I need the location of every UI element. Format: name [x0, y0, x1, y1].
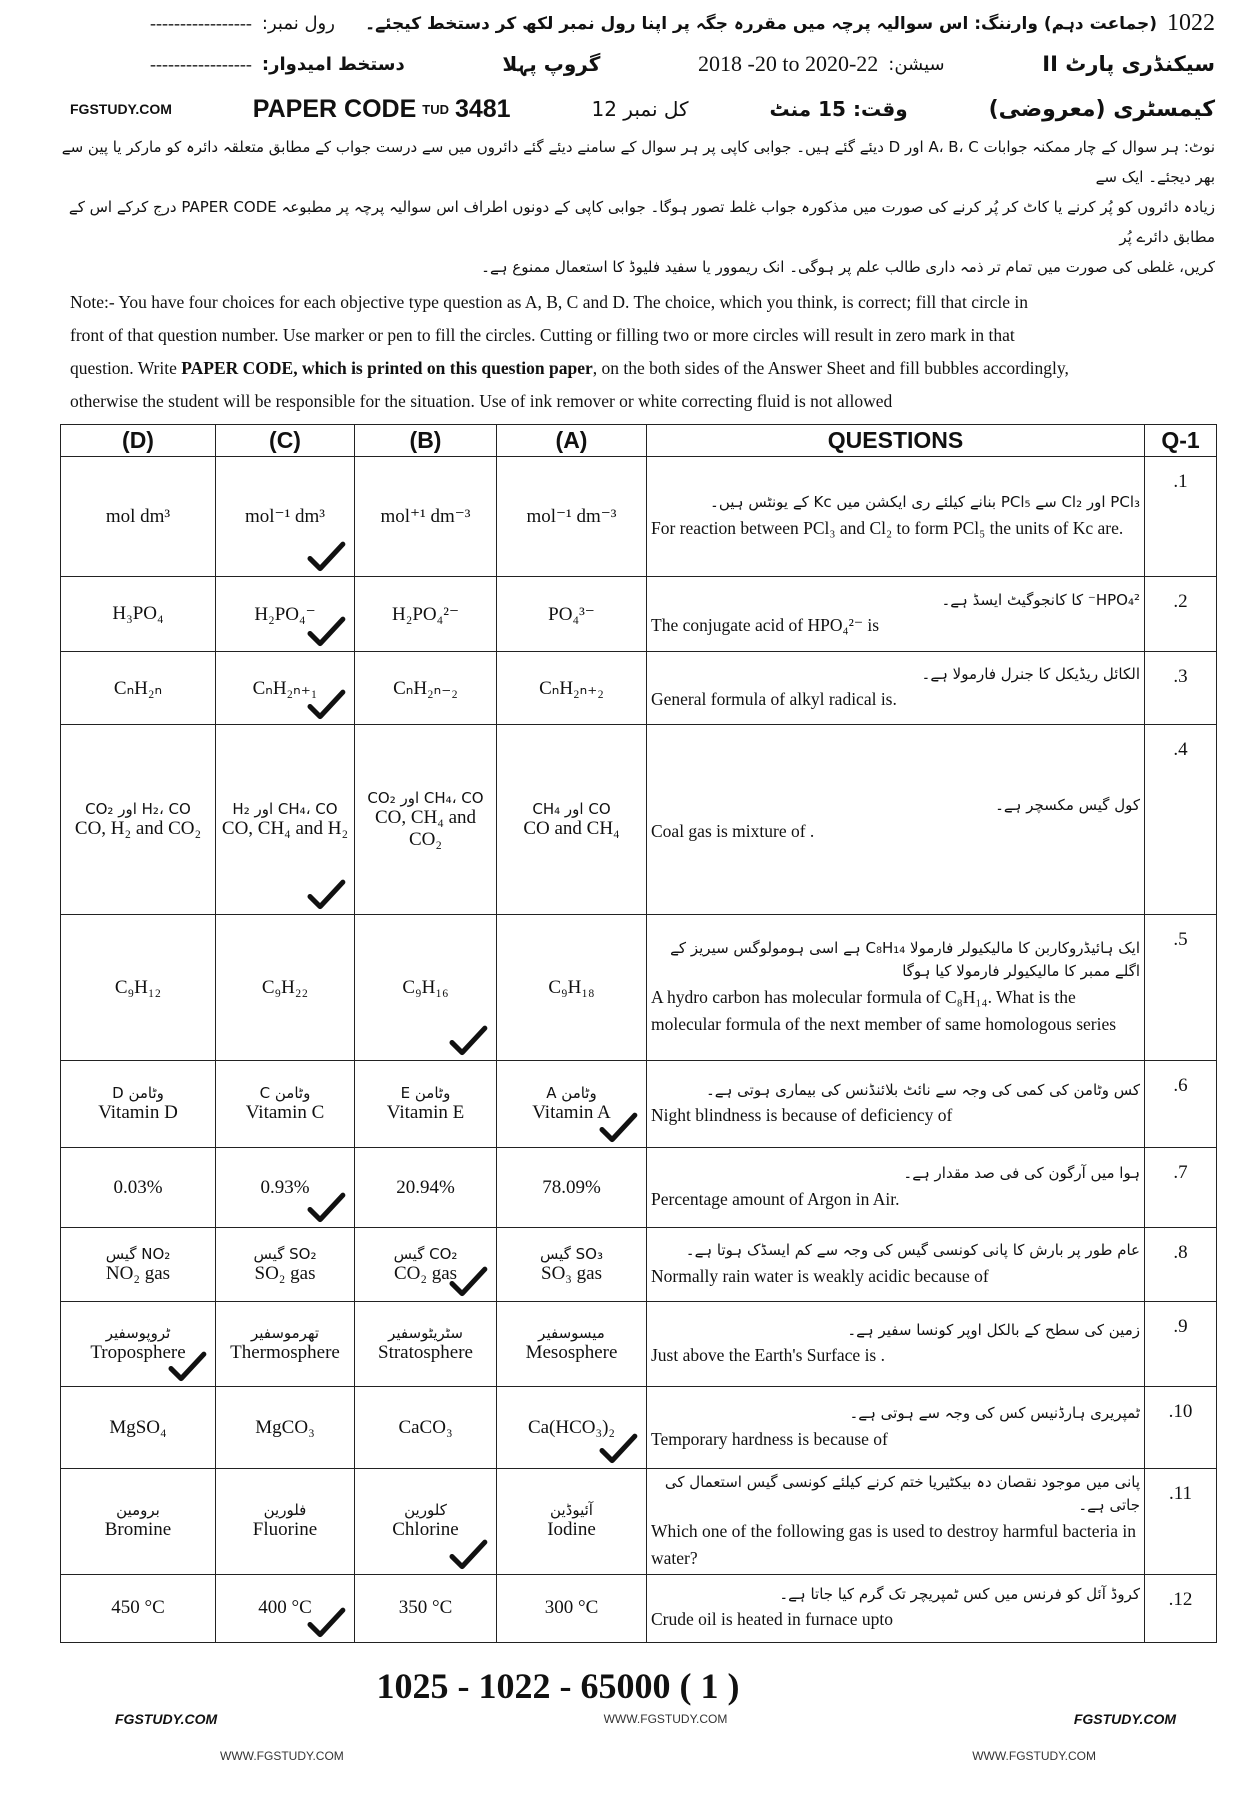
header-option-c: (C)	[216, 425, 355, 457]
watermark: FGSTUDY.COM	[115, 1710, 218, 1727]
urdu-note-line-1: نوٹ: ہر سوال کے چار ممکنہ جوابات A، B، C اور D دیئے گئے ہیں۔ جوابی کاپی پر ہر سوال کے سامنے دیئے گئے دائروں میں سے درست جواب کے مطابق متعلقہ دائرہ کو مارکر یا پین سے بھر دیجئے۔ ایک سے	[61, 138, 1215, 186]
header-row-2	[60, 42, 1215, 86]
question-english: General formula of alkyl radical is.	[651, 689, 897, 710]
option-c-text: Thermosphere	[230, 1342, 340, 1363]
checkmark-icon	[306, 1606, 346, 1638]
option-b-cell[interactable]	[355, 1387, 497, 1469]
english-note-line-3	[70, 352, 1215, 385]
question-row	[61, 1148, 1217, 1228]
question-text-cell	[647, 1228, 1145, 1302]
question-english: Temporary hardness is because of	[651, 1428, 888, 1449]
question-urdu: زمین کی سطح کے بالکل اوپر کونسا سفیر ہے۔	[847, 1320, 1140, 1339]
option-d-text: C₉H₁₂	[114, 976, 162, 998]
option-d-urdu: ٹروپوسفیر	[105, 1324, 171, 1342]
option-c-cell[interactable]	[216, 457, 355, 577]
header-option-b: (B)	[355, 425, 497, 457]
option-a-text: Mesosphere	[525, 1342, 618, 1363]
paper-code-prefix: TUD	[422, 101, 449, 117]
checkmark-icon	[306, 688, 346, 720]
option-d-cell[interactable]	[61, 1148, 216, 1228]
watermark: FGSTUDY.COM	[1073, 1710, 1176, 1727]
option-d-cell[interactable]	[61, 457, 216, 577]
class-code: 1022	[1167, 9, 1215, 36]
option-d-cell[interactable]	[61, 1574, 216, 1642]
option-d-text: Vitamin D	[98, 1102, 178, 1123]
option-c-urdu: فلورین	[263, 1501, 307, 1520]
option-c-text: SO₂ gas	[254, 1262, 316, 1284]
option-d-cell[interactable]	[61, 577, 216, 652]
option-a-text: C₉H₁₈	[548, 976, 595, 998]
checkmark-icon	[306, 1191, 346, 1223]
option-a-urdu: آئیوڈین	[550, 1501, 593, 1520]
website-link: WWW.FGSTUDY.COM	[972, 1748, 1096, 1763]
option-b-cell[interactable]	[355, 1469, 497, 1575]
option-a-cell[interactable]	[497, 1469, 647, 1575]
option-d-urdu: وٹامن D	[112, 1084, 164, 1102]
option-b-text: Stratosphere	[378, 1342, 473, 1363]
option-d-text: Troposphere	[90, 1342, 186, 1363]
option-b-urdu: وٹامن E	[400, 1084, 451, 1102]
question-urdu: PCl₃ اور Cl₂ سے PCl₅ بنانے کیلئے ری ایکشن میں Kc کے یونٹس ہیں۔	[710, 493, 1140, 512]
option-d-cell[interactable]	[61, 1061, 216, 1148]
option-a-cell[interactable]	[497, 1302, 647, 1387]
option-c-text: 400 °C	[258, 1597, 312, 1619]
option-c-text: CO, CH₄ and H₂	[221, 817, 349, 839]
option-a-text: CO and CH₄	[523, 817, 620, 839]
urdu-note-line-2: زیادہ دائروں کو پُر کرنے یا کاٹ کر پُر کرنے کی صورت میں مذکورہ جواب غلط تصور ہوگا۔ جوابی کاپی کے دونوں اطراف اس سوالیہ پرچہ پر مطبوعہ PAPER CODE درج کرکے اس کے مطابق دائرے پُر	[68, 198, 1215, 246]
option-a-cell[interactable]	[497, 1148, 647, 1228]
question-english: The conjugate acid of HPO₄²⁻ is	[651, 615, 880, 636]
footer-website-row	[60, 1749, 1216, 1763]
option-c-text: C₉H₂₂	[261, 976, 309, 998]
option-b-text: Chlorine	[392, 1519, 459, 1541]
option-d-text: Bromine	[104, 1519, 172, 1541]
option-c-text: Fluorine	[252, 1519, 318, 1541]
option-b-cell[interactable]	[355, 457, 497, 577]
signature-blank: -----------------	[150, 53, 252, 74]
option-c-text: mol⁻¹ dm³	[244, 506, 325, 527]
option-a-text: CₙH₂ₙ₊₂	[539, 677, 604, 699]
question-text-cell	[647, 725, 1145, 915]
option-d-text: H₃PO₄	[112, 603, 164, 624]
option-d-text: 0.03%	[113, 1176, 163, 1198]
question-number: .12	[1145, 1574, 1217, 1642]
option-c-cell[interactable]	[216, 1387, 355, 1469]
subject-title: کیمسٹری (معروضی)	[988, 96, 1215, 122]
question-number: .5	[1145, 915, 1217, 1061]
option-d-cell[interactable]	[61, 1302, 216, 1387]
option-b-cell[interactable]	[355, 1148, 497, 1228]
option-c-cell[interactable]	[216, 1228, 355, 1302]
group-label: گروپ پہلا	[502, 52, 601, 76]
checkmark-icon	[448, 1024, 488, 1056]
option-c-cell[interactable]	[216, 1148, 355, 1228]
option-a-cell[interactable]	[497, 915, 647, 1061]
question-urdu: ایک ہائیڈروکاربن کا مالیکیولر فارمولا C₈H₁₄ ہے اسی ہومولوگس سیریز کے اگلے ممبر کا مالیکیولر فارمولا کیا ہوگا	[670, 939, 1140, 981]
header-question-number: Q-1	[1145, 425, 1217, 457]
option-c-cell[interactable]	[216, 1574, 355, 1642]
question-row	[61, 1469, 1217, 1575]
warning-text: (جماعت دہم) وارننگ: اس سوالیہ پرچہ میں مقررہ جگہ پر اپنا رول نمبر لکھ کر دستخط کیجئے۔	[365, 13, 1157, 34]
question-row	[61, 1228, 1217, 1302]
question-urdu: پانی میں موجود نقصان دہ بیکٹیریا ختم کرنے کیلئے کونسی گیس استعمال کی جاتی ہے۔	[664, 1473, 1140, 1515]
session	[698, 51, 945, 77]
option-a-cell[interactable]	[497, 725, 647, 915]
option-a-urdu: وٹامن A	[546, 1084, 597, 1102]
signature-label: دستخط امیدوار:	[261, 53, 405, 75]
question-english: For reaction between PCl₃ and Cl₂ to form PCl₅ the units of Kc are.	[651, 517, 1124, 538]
option-b-text: CO, CH₄ and CO₂	[374, 806, 477, 850]
option-a-text: 300 °C	[544, 1597, 599, 1619]
option-d-cell[interactable]	[61, 652, 216, 725]
option-b-text: 20.94%	[396, 1176, 455, 1198]
english-note-line-2: front of that question number. Use marker or pen to fill the circles. Cutting or filling two or more circles will result in zero mark in that	[70, 325, 1015, 345]
checkmark-icon	[448, 1265, 488, 1297]
option-d-urdu: H₂، CO اور CO₂	[85, 799, 191, 818]
question-text-cell	[647, 1148, 1145, 1228]
option-b-text: CaCO₃	[398, 1416, 453, 1438]
table-header-row	[61, 425, 1217, 457]
question-number: .9	[1145, 1302, 1217, 1387]
question-urdu: ٹمپریری ہارڈنیس کس کی وجہ سے ہوتی ہے۔	[849, 1404, 1140, 1423]
question-row	[61, 1387, 1217, 1469]
header-option-a: (A)	[497, 425, 647, 457]
roll-number-label: رول نمبر:	[261, 12, 335, 34]
option-c-text: CₙH₂ₙ₊₁	[252, 677, 318, 699]
question-text-cell	[647, 1469, 1145, 1575]
header-row-3	[60, 86, 1215, 132]
option-c-cell[interactable]	[216, 652, 355, 725]
question-row	[61, 457, 1217, 577]
question-number: .8	[1145, 1228, 1217, 1302]
option-b-text: Vitamin E	[386, 1102, 465, 1123]
question-english: Percentage amount of Argon in Air.	[651, 1188, 900, 1209]
option-a-text: 78.09%	[542, 1176, 601, 1198]
option-b-urdu: سٹریٹوسفیر	[388, 1324, 463, 1342]
option-c-cell[interactable]	[216, 915, 355, 1061]
option-c-urdu: تھرموسفیر	[250, 1324, 320, 1342]
option-a-cell[interactable]	[497, 457, 647, 577]
website-link: WWW.FGSTUDY.COM	[603, 1711, 728, 1726]
option-d-cell[interactable]	[61, 725, 216, 915]
option-b-text: mol⁺¹ dm⁻³	[380, 506, 471, 527]
option-c-urdu: وٹامن C	[259, 1084, 311, 1102]
option-a-text: SO₃ gas	[541, 1262, 602, 1284]
warning-group	[365, 10, 1215, 37]
paper-code-label: PAPER CODE	[252, 94, 417, 123]
question-urdu: الکائل ریڈیکل کا جنرل فارمولا ہے۔	[921, 664, 1140, 683]
option-a-text: Ca(HCO₃)₂	[527, 1416, 616, 1438]
question-text-cell	[647, 577, 1145, 652]
option-a-text: mol⁻¹ dm⁻³	[526, 506, 617, 527]
question-urdu: کول گیس مکسچر ہے۔	[995, 796, 1140, 815]
total-marks: کل نمبر 12	[591, 97, 689, 121]
option-a-cell[interactable]	[497, 1228, 647, 1302]
question-text-cell	[647, 1061, 1145, 1148]
website-link: WWW.FGSTUDY.COM	[220, 1748, 344, 1763]
option-c-cell[interactable]	[216, 577, 355, 652]
checkmark-icon	[306, 878, 346, 910]
checkmark-icon	[306, 615, 346, 647]
urdu-note-line-3: کریں، غلطی کی صورت میں تمام تر ذمہ داری طالب علم پر ہوگی۔ انک ریموور یا سفید فلیوڈ کا استعمال ممنوع ہے۔	[481, 258, 1215, 276]
option-c-text: 0.93%	[260, 1176, 310, 1198]
question-text-cell	[647, 652, 1145, 725]
signature-field[interactable]	[150, 54, 405, 75]
option-b-cell[interactable]	[355, 652, 497, 725]
question-row	[61, 1302, 1217, 1387]
option-c-cell[interactable]	[216, 1061, 355, 1148]
session-label: سیشن:	[888, 53, 945, 75]
option-a-text: Iodine	[547, 1519, 596, 1541]
footer-code: 1025 - 1022 - 65000 ( 1 )	[376, 1665, 740, 1706]
option-b-urdu: کلورین	[404, 1501, 447, 1520]
question-number: .10	[1145, 1387, 1217, 1469]
question-number: .7	[1145, 1148, 1217, 1228]
option-d-urdu: برومین	[116, 1501, 160, 1520]
english-note-line-4: otherwise the student will be responsible for the situation. Use of ink remover or white correcting fluid is not allowed	[70, 391, 893, 411]
question-english: Which one of the following gas is used to destroy harmful bacteria in water?	[651, 1520, 1137, 1568]
option-c-cell[interactable]	[216, 1302, 355, 1387]
option-b-urdu: CH₄، CO اور CO₂	[367, 788, 484, 807]
question-english: A hydro carbon has molecular formula of C₈H₁₄. What is the molecular formula of the next member of same homologous series	[651, 986, 1117, 1034]
option-b-cell[interactable]	[355, 577, 497, 652]
checkmark-icon	[306, 540, 346, 572]
question-english: Night blindness is because of deficiency of	[651, 1105, 953, 1126]
questions-table	[60, 424, 1217, 1643]
footer	[60, 1643, 1216, 1793]
option-a-cell[interactable]	[497, 652, 647, 725]
option-c-urdu: CH₄، CO اور H₂	[232, 799, 338, 818]
question-number: .6	[1145, 1061, 1217, 1148]
note-text: question. Write	[70, 358, 182, 378]
option-b-cell[interactable]	[355, 1574, 497, 1642]
option-a-text: PO₄³⁻	[548, 603, 595, 625]
footer-watermark-row	[60, 1711, 1216, 1727]
question-row	[61, 577, 1217, 652]
option-b-text: H₂PO₄²⁻	[392, 603, 459, 625]
option-a-cell[interactable]	[497, 1574, 647, 1642]
question-number: .1	[1145, 457, 1217, 577]
question-row	[61, 915, 1217, 1061]
option-c-urdu: SO₂ گیس	[253, 1244, 317, 1263]
question-row	[61, 1574, 1217, 1642]
option-a-urdu: SO₃ گیس	[540, 1244, 603, 1263]
option-a-cell[interactable]	[497, 577, 647, 652]
question-urdu: عام طور پر بارش کا پانی کونسی گیس کی وجہ سے کم ایسڈک ہوتا ہے۔	[685, 1241, 1140, 1260]
option-d-text: mol dm³	[105, 505, 171, 527]
paper-code-value: 3481	[454, 94, 511, 123]
option-d-text: CₙH₂ₙ	[113, 677, 163, 699]
option-d-text: CO, H₂ and CO₂	[74, 817, 202, 839]
option-b-cell[interactable]	[355, 1302, 497, 1387]
option-c-text: MgCO₃	[255, 1416, 315, 1438]
option-b-cell[interactable]	[355, 1228, 497, 1302]
session-value: 2018 -20 to 2020-22	[698, 51, 879, 76]
roll-number-blank: -----------------	[150, 12, 252, 33]
roll-number-field[interactable]	[150, 13, 335, 34]
option-d-text: 450 °C	[111, 1597, 165, 1619]
option-d-text: NO₂ gas	[105, 1262, 171, 1284]
option-a-cell[interactable]	[497, 1387, 647, 1469]
option-d-text: MgSO₄	[109, 1416, 167, 1438]
option-b-text: C₉H₁₆	[402, 976, 449, 998]
watermark: FGSTUDY.COM	[70, 101, 172, 117]
question-english: Just above the Earth's Surface is .	[651, 1345, 885, 1366]
option-b-urdu: CO₂ گیس	[393, 1244, 458, 1263]
option-c-cell[interactable]	[216, 1469, 355, 1575]
question-number: .2	[1145, 577, 1217, 652]
option-a-cell[interactable]	[497, 1061, 647, 1148]
option-b-text: 350 °C	[398, 1597, 453, 1619]
question-number: .4	[1145, 725, 1217, 915]
header-option-d: (D)	[61, 425, 216, 457]
question-number: .11	[1145, 1469, 1217, 1575]
question-text-cell	[647, 1387, 1145, 1469]
option-b-cell[interactable]	[355, 1061, 497, 1148]
option-d-cell[interactable]	[61, 1387, 216, 1469]
option-d-cell[interactable]	[61, 915, 216, 1061]
time-allowed: وقت: 15 منٹ	[769, 97, 908, 121]
option-c-text: H₂PO₄⁻	[254, 603, 316, 625]
note-text: , on the both sides of the Answer Sheet and fill bubbles accordingly,	[592, 358, 1069, 378]
option-d-cell[interactable]	[61, 1469, 216, 1575]
header-questions: QUESTIONS	[647, 425, 1145, 457]
option-b-cell[interactable]	[355, 915, 497, 1061]
question-english: Crude oil is heated in furnace upto	[651, 1609, 894, 1630]
question-row	[61, 652, 1217, 725]
question-text-cell	[647, 457, 1145, 577]
option-d-cell[interactable]	[61, 1228, 216, 1302]
option-b-text: CₙH₂ₙ₋₂	[393, 677, 458, 699]
question-urdu: ہوا میں آرگون کی فی صد مقدار ہے۔	[903, 1164, 1140, 1183]
question-text-cell	[647, 1574, 1145, 1642]
question-urdu: کروڈ آئل کو فرنس میں کس ٹمپریچر تک گرم کیا جاتا ہے۔	[779, 1585, 1140, 1604]
english-note	[60, 286, 1215, 418]
checkmark-icon	[598, 1432, 638, 1464]
option-b-text: CO₂ gas	[393, 1262, 458, 1284]
header-row-1	[60, 4, 1215, 42]
checkmark-icon	[598, 1111, 638, 1143]
question-row	[61, 725, 1217, 915]
checkmark-icon	[448, 1538, 488, 1570]
question-number: .3	[1145, 652, 1217, 725]
option-a-urdu: میسوسفیر	[538, 1324, 605, 1342]
option-c-text: Vitamin C	[245, 1102, 325, 1123]
option-b-cell[interactable]	[355, 725, 497, 915]
option-c-cell[interactable]	[216, 725, 355, 915]
option-a-text: Vitamin A	[532, 1102, 611, 1123]
english-note-line-1: Note:- You have four choices for each objective type question as A, B, C and D. The choice, which you think, is correct; fill that circle in	[70, 292, 1029, 312]
question-row	[61, 1061, 1217, 1148]
level-label: سیکنڈری پارٹ II	[1042, 52, 1215, 76]
question-text-cell	[647, 1302, 1145, 1387]
checkmark-icon	[167, 1350, 207, 1382]
question-english: Coal gas is mixture of .	[651, 820, 815, 841]
question-english: Normally rain water is weakly acidic because of	[651, 1265, 989, 1286]
option-a-urdu: CO اور CH₄	[532, 799, 611, 818]
note-bold-text: PAPER CODE, which is printed on this question paper	[181, 358, 593, 378]
question-text-cell	[647, 915, 1145, 1061]
question-urdu: کس وٹامن کی کمی کی وجہ سے نائٹ بلائنڈنس کی بیماری ہوتی ہے۔	[706, 1080, 1140, 1099]
question-urdu: HPO₄²⁻ کا کانجوگیٹ ایسڈ ہے۔	[941, 590, 1140, 609]
paper-code	[253, 95, 511, 124]
option-d-urdu: NO₂ گیس	[105, 1244, 171, 1263]
